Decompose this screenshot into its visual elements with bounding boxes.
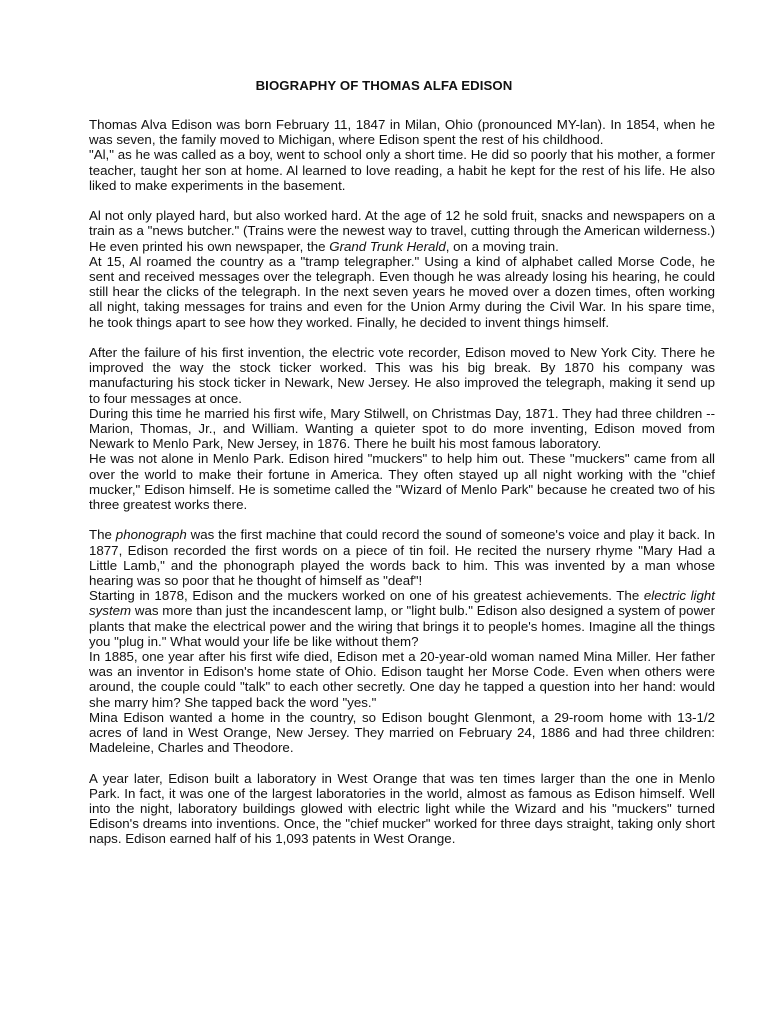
- paragraph-text: At 15, Al roamed the country as a "tramp telegrapher." Using a kind of alphabet called Morse Code, he sent and received messages over the telegraph. Even though he was already losing his hearing, he could still hear the clicks of the telegraph. In the next seven years he moved over a dozen times, often working all night, taking messages for trains and even for the Union Army during the Civil War. In his spare time, he took things apart to see how they worked. Finally, he decided to invent things himself.: [89, 253, 715, 330]
- paragraph: [89, 649, 715, 710]
- paragraph-text: During this time he married his first wife, Mary Stilwell, on Christmas Day, 1871. They had three children -- Marion, Thomas, Jr., and William. Wanting a quieter spot to do more inventing, Edison moved from Newark to Menlo Park, New Jersey, in 1876. There he built his most famous laboratory.: [89, 405, 715, 452]
- paragraph: [89, 345, 715, 406]
- paragraph: [89, 527, 715, 588]
- paragraph-text: In 1885, one year after his first wife died, Edison met a 20-year-old woman named Mina Miller. Her father was an inventor in Edison's home state of Ohio. Edison taught her Morse Code. Even when others were around, the couple could "talk" to each other secretly. One day he tapped a question into her hand: would she marry him? She tapped back the word "yes.": [89, 649, 715, 710]
- paragraph: [89, 254, 715, 330]
- paragraph: [89, 710, 715, 756]
- paragraph-text: The: [89, 527, 116, 543]
- paragraph-text: Thomas Alva Edison was born February 11, 1847 in Milan, Ohio (pronounced MY-lan). In 1854, when he was seven, the family moved to Michigan, where Edison spent the rest of his childhood.: [89, 117, 715, 148]
- paragraph-text: was more than just the incandescent lamp, or "light bulb." Edison also designed a system of power plants that make the electrical power and the wiring that brings it to people's homes. Imagine all the things you "plug in." What would your life be like without them?: [89, 603, 715, 649]
- paragraph-text: , on a moving train.: [445, 238, 559, 254]
- document-title: BIOGRAPHY OF THOMAS ALFA EDISON: [255, 78, 513, 93]
- paragraph: [89, 771, 715, 847]
- paragraph: [89, 208, 715, 254]
- paragraph-text: Mina Edison wanted a home in the country, so Edison bought Glenmont, a 29-room home with 13-1/2 acres of land in West Orange, New Jersey. They married on February 24, 1886 and had three children: Madeleine, Charles and Theodore.: [89, 709, 715, 756]
- document-body: [89, 117, 715, 847]
- paragraph: [89, 117, 715, 147]
- paragraph: [89, 406, 715, 452]
- paragraph-text: Al not only played hard, but also worked hard. At the age of 12 he sold fruit, snacks and newspapers on a train as a "news butcher." (Trains were the newest way to travel, cutting through the American wilderness.) He even printed his own newspaper, the: [89, 208, 715, 254]
- paragraph: [89, 588, 715, 649]
- paragraph: [89, 147, 715, 193]
- paragraph: [89, 451, 715, 512]
- paragraph-text: After the failure of his first invention, the electric vote recorder, Edison moved to New York City. There he improved the way the stock ticker worked. This was his big break. By 1870 his company was manufacturing his stock ticker in Newark, New Jersey. He also improved the telegraph, making it send up to four messages at once.: [89, 345, 715, 406]
- paragraph-text: "Al," as he was called as a boy, went to school only a short time. He did so poorly that his mother, a former teacher, taught her son at home. Al learned to love reading, a habit he kept for the rest of his life. He also liked to make experiments in the basement.: [89, 147, 715, 193]
- italic-text: Grand Trunk Herald: [329, 238, 446, 254]
- italic-text: electric light system: [89, 588, 715, 619]
- paragraph-text: He was not alone in Menlo Park. Edison hired "muckers" to help him out. These "muckers" came from all over the world to make their fortune in America. They often stayed up all night working with the "chief mucker," Edison himself. He is sometime called the "Wizard of Menlo Park" because he created two of his three greatest works there.: [89, 451, 715, 513]
- paragraph-text: was the first machine that could record the sound of someone's voice and play it back. In 1877, Edison recorded the first words on a piece of tin foil. He recited the nursery rhyme "Mary Had a Little Lamb," and the phonograph played the words back to him. This was invented by a man whose hearing was so poor that he thought of himself as "deaf"!: [89, 527, 715, 589]
- paragraph-text: A year later, Edison built a laboratory in West Orange that was ten times larger than the one in Menlo Park. In fact, it was one of the largest laboratories in the world, almost as famous as Edison himself. Well into the night, laboratory buildings glowed with electric light while the Wizard and his "muckers" turned Edison's dreams into inventions. Once, the "chief mucker" worked for three days straight, taking only short naps. Edison earned half of his 1,093 patents in West Orange.: [89, 770, 715, 847]
- italic-text: phonograph: [115, 527, 187, 543]
- paragraph-text: Starting in 1878, Edison and the muckers worked on one of his greatest achievements. The: [89, 588, 644, 604]
